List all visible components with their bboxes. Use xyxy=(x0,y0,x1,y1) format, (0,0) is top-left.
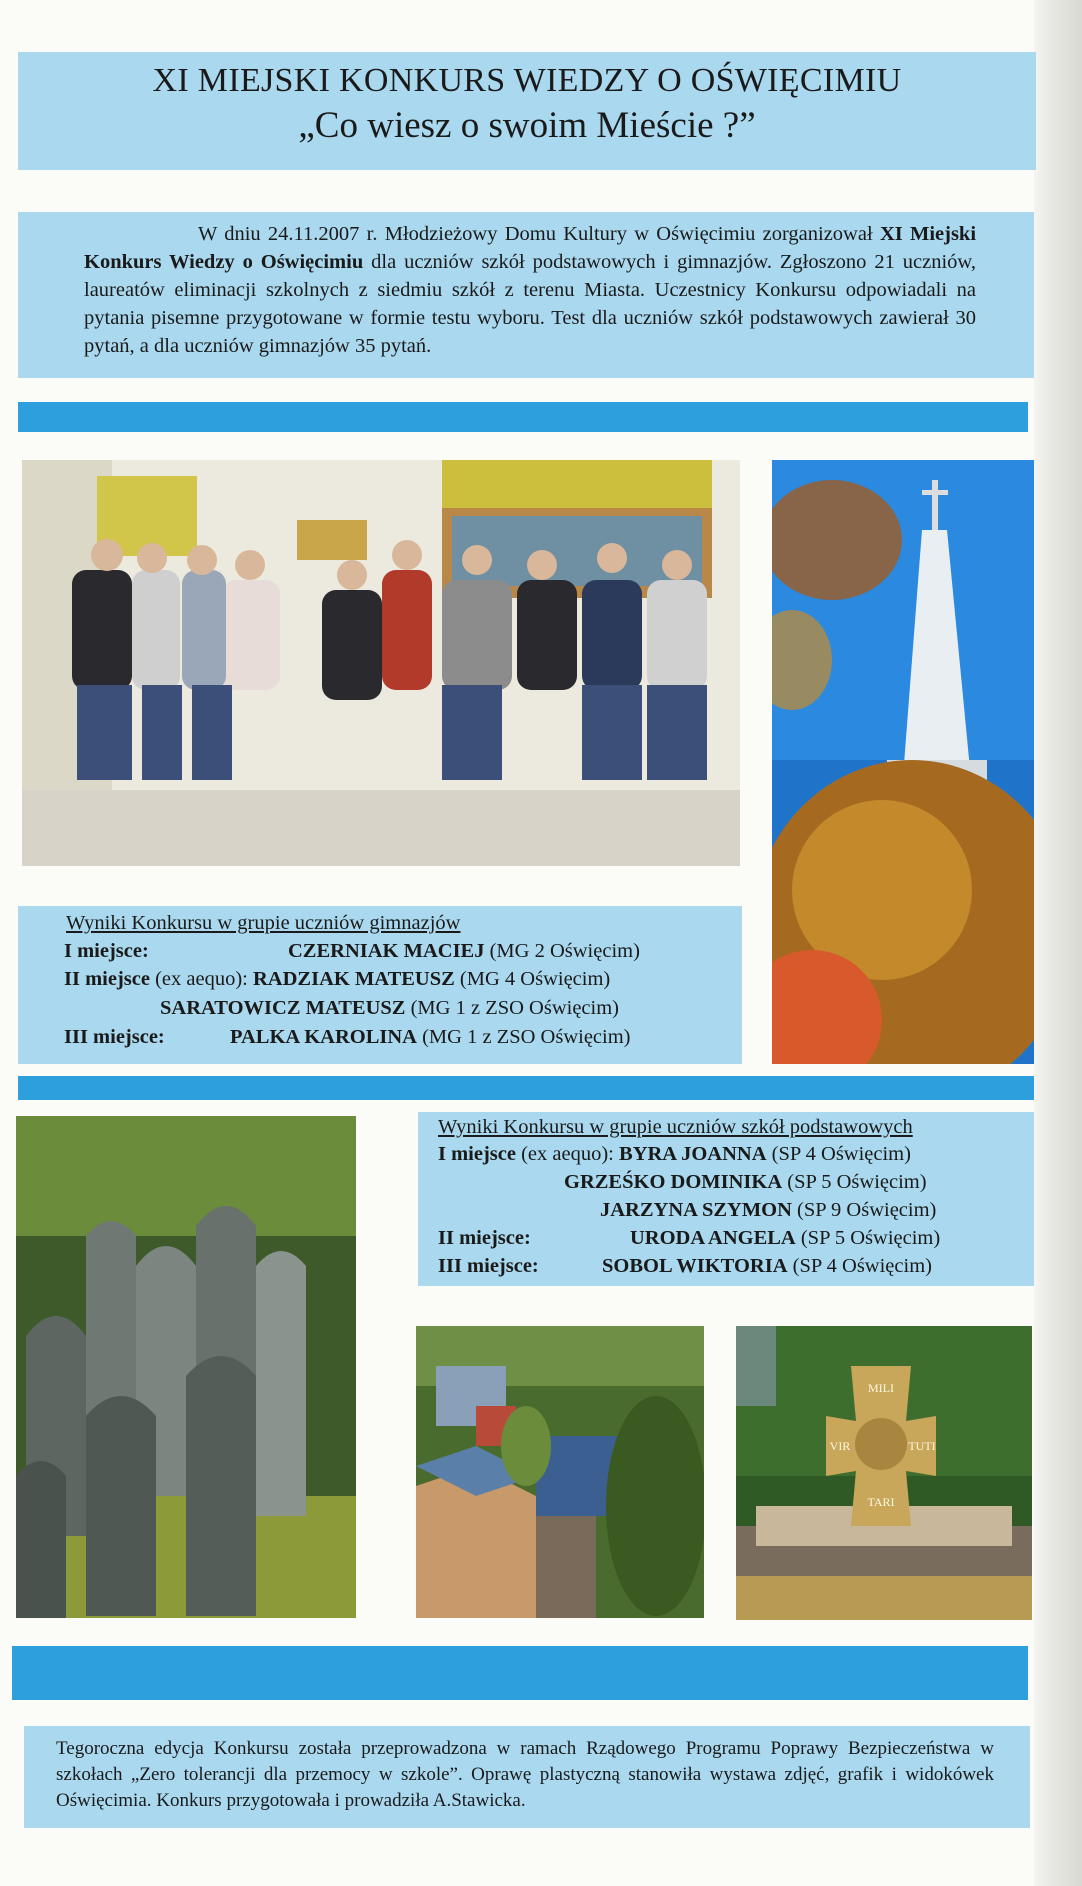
winner-school: (SP 4 Oświęcim) xyxy=(792,1255,932,1277)
page-binding-edge xyxy=(1034,0,1082,1886)
group-photo xyxy=(22,460,740,866)
winner-name: URODA ANGELA xyxy=(630,1227,796,1249)
result-row xyxy=(564,1171,927,1194)
winner-name: GRZEŚKO DOMINIKA xyxy=(564,1171,783,1193)
place-label: III miejsce: xyxy=(64,1026,165,1048)
divider-stripe xyxy=(12,1646,1028,1700)
result-row xyxy=(438,1143,911,1166)
place-note: (ex aequo): xyxy=(155,968,248,990)
page-title: XI MIEJSKI KONKURS WIEDZY O OŚWIĘCIMIU xyxy=(152,62,902,99)
winner-school: (MG 4 Oświęcim) xyxy=(459,968,611,990)
winner-name: JARZYNA SZYMON xyxy=(600,1199,792,1221)
winner-school: (SP 9 Oświęcim) xyxy=(797,1199,937,1221)
footer-text: Tegoroczna edycja Konkursu została przeprowadzona w ramach Rządowego Programu Poprawy Bezpieczeństwa w szkołach „Zero tolerancji dla przemocy w szkole”. Oprawę plastyczną stanowiła wystawa zdjęć, grafik i widokówek Oświęcimia. Konkurs przygotowała i prowadziła A.Stawicka. xyxy=(56,1738,994,1811)
cemetery-photo xyxy=(16,1116,356,1618)
winner-name: SARATOWICZ MATEUSZ xyxy=(160,997,406,1019)
result-row xyxy=(438,1255,539,1278)
monument-word-bottom: TARI xyxy=(867,1495,895,1509)
result-row xyxy=(438,1227,531,1250)
winner-school: (MG 2 Oświęcim) xyxy=(489,940,640,962)
result-row xyxy=(602,1255,932,1278)
monument-photo xyxy=(736,1326,1032,1620)
result-row xyxy=(64,940,149,963)
divider-stripe xyxy=(18,402,1028,432)
place-label: I miejsce: xyxy=(64,940,149,962)
winner-name: PALKA KAROLINA xyxy=(230,1026,417,1048)
intro-text-start: W dniu 24.11.2007 r. Młodzieżowy Domu Kultury w Oświęcimiu zorganizował xyxy=(198,223,873,245)
winner-name: RADZIAK MATEUSZ xyxy=(253,968,455,990)
result-row xyxy=(160,997,619,1020)
result-row xyxy=(64,968,610,991)
intro-text-bold: XI Miejski Konkurs Wiedzy o Oświęcimiu xyxy=(84,223,977,273)
winner-name: BYRA JOANNA xyxy=(619,1143,767,1165)
winner-name: SOBOL WIKTORIA xyxy=(602,1255,788,1277)
winner-school: (SP 4 Oświęcim) xyxy=(771,1143,911,1165)
title-banner xyxy=(18,52,1036,170)
winner-school: (MG 1 z ZSO Oświęcim) xyxy=(422,1026,631,1048)
results-gimnazja xyxy=(18,906,742,1064)
monument-word-left: VIR xyxy=(829,1439,851,1453)
page-subtitle: „Co wiesz o swoim Mieście ?” xyxy=(298,105,756,146)
footer-box xyxy=(24,1726,1030,1828)
town-photo xyxy=(416,1326,704,1618)
result-row xyxy=(230,1026,631,1049)
intro-text-rest: dla uczniów szkół podstawowych i gimnazjów. Zgłoszono 21 uczniów, laureatów eliminacji szkolnych z siedmiu szkół z terenu Miasta. Uczestnicy Konkursu odpowiadali na pytania pisemne przygotowane w formie testu wyboru. Test dla uczniów szkół podstawowych zawierał 30 pytań, a dla uczniów gimnazjów 35 pytań. xyxy=(84,251,976,357)
intro-paragraph xyxy=(84,220,976,360)
results-gimnazja-heading: Wyniki Konkursu w grupie uczniów gimnazjów xyxy=(66,912,461,934)
winner-name: CZERNIAK MACIEJ xyxy=(288,940,485,962)
place-label: II miejsce: xyxy=(438,1227,531,1249)
monument-word-right: TUTI xyxy=(908,1439,936,1453)
result-row xyxy=(288,940,640,963)
winner-school: (MG 1 z ZSO Oświęcim) xyxy=(410,997,619,1019)
results-podstawowe xyxy=(418,1112,1034,1286)
winner-school: (SP 5 Oświęcim) xyxy=(787,1171,927,1193)
intro-box xyxy=(18,212,1034,378)
divider-stripe xyxy=(18,1076,1034,1100)
winner-school: (SP 5 Oświęcim) xyxy=(800,1227,941,1249)
result-row xyxy=(600,1199,936,1222)
place-note: (ex aequo): xyxy=(521,1143,614,1165)
results-podstawowe-heading: Wyniki Konkursu w grupie uczniów szkół podstawowych xyxy=(438,1116,913,1138)
place-label: II miejsce xyxy=(64,968,150,990)
church-photo xyxy=(772,460,1034,1064)
result-row xyxy=(630,1227,940,1250)
result-row xyxy=(64,1026,165,1049)
place-label: III miejsce: xyxy=(438,1255,539,1277)
monument-word-top: MILI xyxy=(868,1381,894,1395)
place-label: I miejsce xyxy=(438,1143,516,1165)
